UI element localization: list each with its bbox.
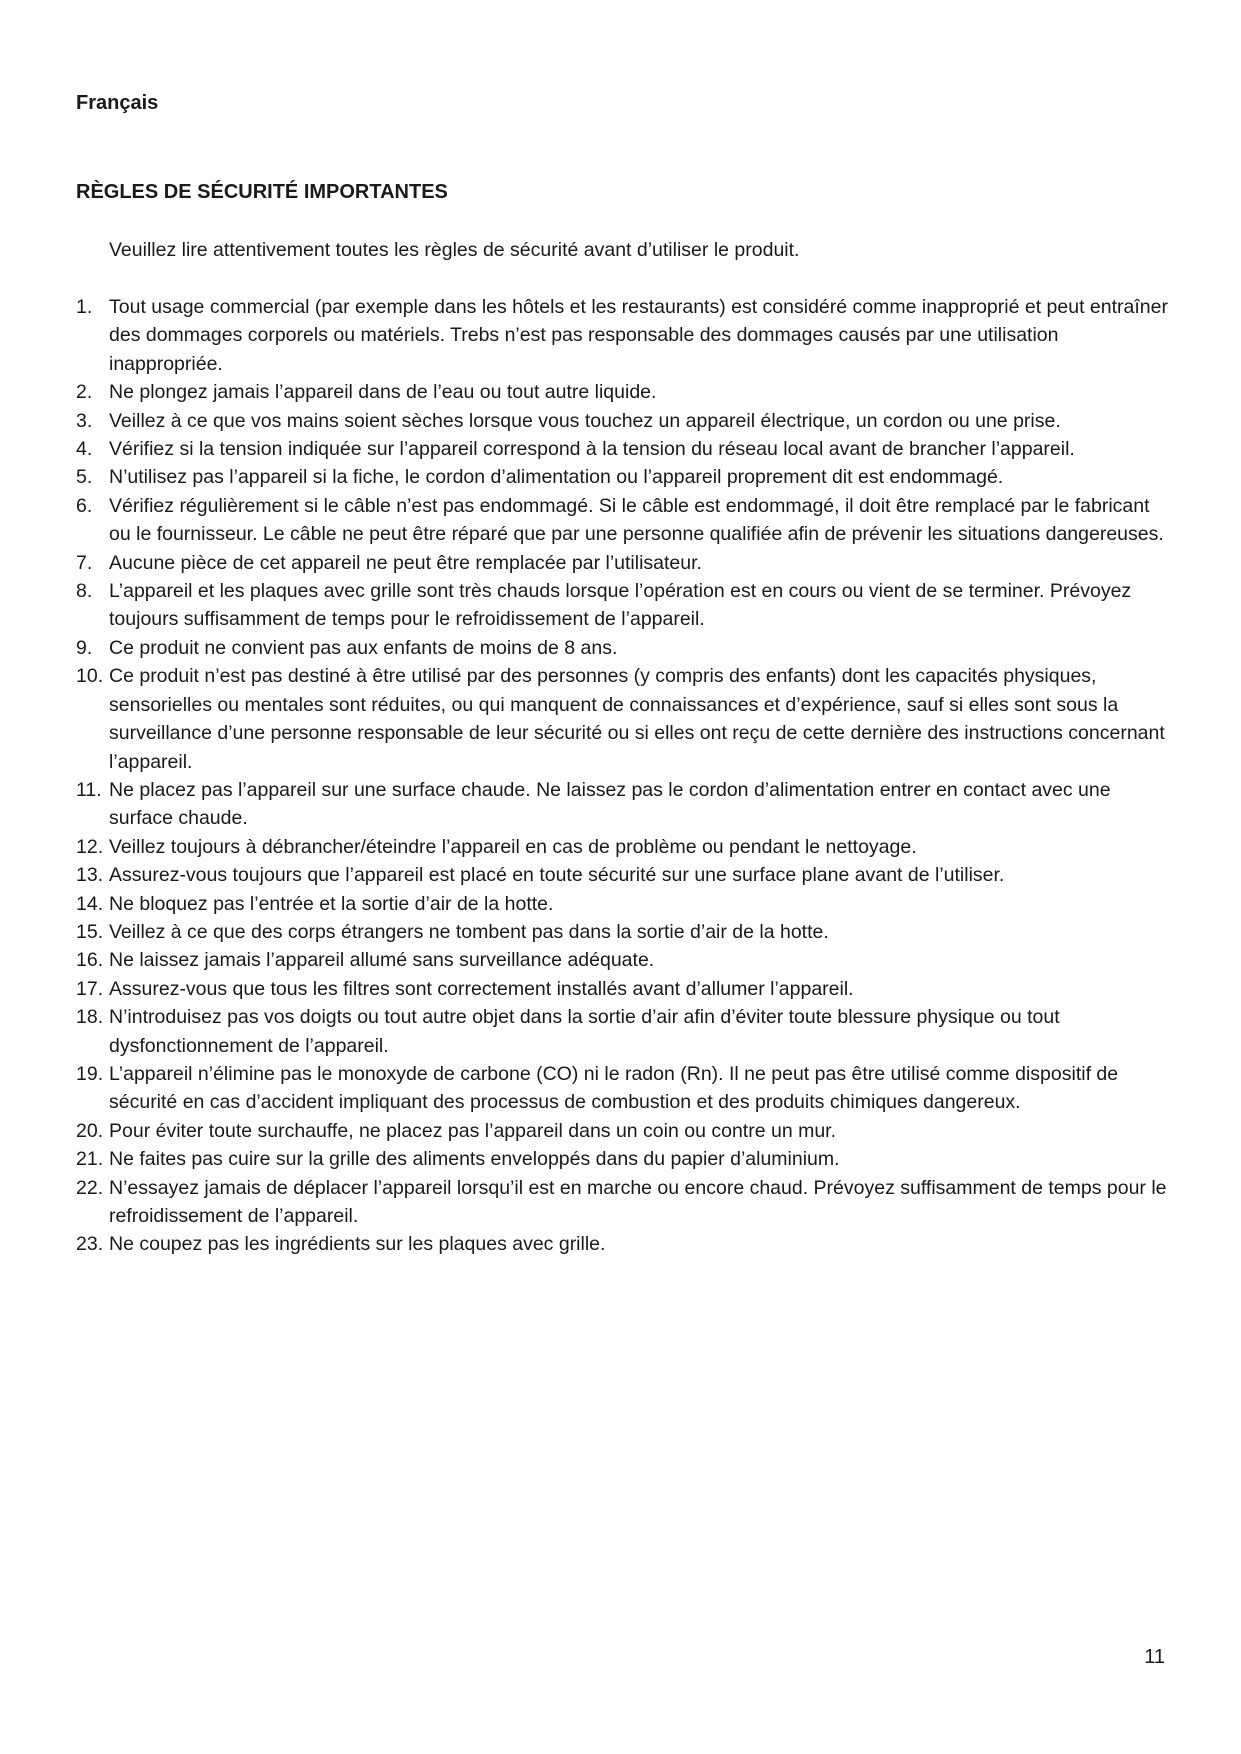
rule-item bbox=[76, 293, 1176, 378]
rule-item bbox=[76, 1003, 1176, 1060]
rule-number: 16. bbox=[76, 949, 104, 972]
rule-item bbox=[76, 975, 1176, 1003]
rule-number: 23. bbox=[76, 1233, 104, 1256]
rule-item bbox=[76, 918, 1176, 946]
rule-number: 3. bbox=[76, 409, 93, 432]
rule-number: 5. bbox=[76, 466, 93, 489]
rule-text: Aucune pièce de cet appareil ne peut être remplacée par l’utilisateur. bbox=[109, 551, 702, 574]
rule-number: 15. bbox=[76, 920, 104, 943]
rule-item bbox=[76, 861, 1176, 889]
rule-text: Vérifiez régulièrement si le câble n’est pas endommagé. Si le câble est endommagé, il doit être remplacé par le fabricant ou le fournisseur. Le câble ne peut être réparé que par une personne qualifiée afin de prévenir les situations dangereuses. bbox=[109, 494, 1164, 546]
rule-item bbox=[76, 1230, 1176, 1258]
rule-text: N’utilisez pas l’appareil si la fiche, le cordon d’alimentation ou l’appareil proprement dit est endommagé. bbox=[109, 466, 1004, 489]
rule-text: Pour éviter toute surchauffe, ne placez pas l’appareil dans un coin ou contre un mur. bbox=[109, 1119, 837, 1142]
intro-paragraph: Veuillez lire attentivement toutes les règles de sécurité avant d’utiliser le produit. bbox=[109, 239, 800, 261]
rule-item bbox=[76, 378, 1176, 406]
rule-text: Veillez à ce que des corps étrangers ne tombent pas dans la sortie d’air de la hotte. bbox=[109, 920, 829, 943]
rule-item bbox=[76, 1145, 1176, 1173]
rule-number: 21. bbox=[76, 1148, 104, 1171]
rule-text: Ne bloquez pas l’entrée et la sortie d’air de la hotte. bbox=[109, 892, 554, 915]
rule-number: 10. bbox=[76, 665, 104, 688]
rule-text: Tout usage commercial (par exemple dans les hôtels et les restaurants) est considéré comme inapproprié et peut entraîner des dommages corporels ou matériels. Trebs n’est pas responsable des dommages causés par une utilisation inappropriée. bbox=[109, 296, 1168, 375]
rule-number: 1. bbox=[76, 296, 93, 318]
language-label: Français bbox=[76, 92, 159, 114]
rule-number: 19. bbox=[76, 1062, 104, 1085]
rule-item bbox=[76, 1174, 1176, 1231]
rule-item bbox=[76, 463, 1176, 491]
rule-text: Assurez-vous que tous les filtres sont correctement installés avant d’allumer l’appareil. bbox=[109, 977, 854, 1000]
rule-text: Vérifiez si la tension indiquée sur l’appareil correspond à la tension du réseau local avant de brancher l’appareil. bbox=[109, 438, 1075, 461]
rule-text: N’essayez jamais de déplacer l’appareil lorsqu’il est en marche ou encore chaud. Prévoyez suffisamment de temps pour le refroidissement de l’appareil. bbox=[109, 1176, 1167, 1227]
rule-item bbox=[76, 549, 1176, 577]
rule-number: 11. bbox=[76, 778, 102, 801]
rule-number: 2. bbox=[76, 381, 93, 404]
section-heading: RÈGLES DE SÉCURITÉ IMPORTANTES bbox=[76, 181, 448, 203]
rule-number: 9. bbox=[76, 636, 93, 659]
rule-item bbox=[76, 833, 1176, 861]
rule-item bbox=[76, 946, 1176, 974]
rule-number: 20. bbox=[76, 1119, 104, 1142]
rule-item bbox=[76, 492, 1176, 549]
rule-item bbox=[76, 1060, 1176, 1117]
rule-number: 17. bbox=[76, 977, 104, 1000]
rule-text: N’introduisez pas vos doigts ou tout autre objet dans la sortie d’air afin d’éviter toute blessure physique ou tout dysfonctionnement de l’appareil. bbox=[109, 1006, 1060, 1057]
rule-text: Veillez à ce que vos mains soient sèches lorsque vous touchez un appareil électrique, un cordon ou une prise. bbox=[109, 409, 1061, 432]
rule-text: L’appareil et les plaques avec grille sont très chauds lorsque l’opération est en cours ou vient de se terminer. Prévoyez toujours suffisamment de temps pour le refroidissement de l’appareil. bbox=[109, 580, 1132, 631]
rule-text: L’appareil n’élimine pas le monoxyde de carbone (CO) ni le radon (Rn). Il ne peut pas être utilisé comme dispositif de sécurité en cas d’accident impliquant des processus de combustion et des produits chimiques dangereux. bbox=[109, 1062, 1119, 1114]
safety-rules-list bbox=[76, 293, 1176, 1259]
rule-text: Veillez toujours à débrancher/éteindre l’appareil en cas de problème ou pendant le nettoyage. bbox=[109, 835, 917, 858]
rule-item bbox=[76, 634, 1176, 662]
rule-text: Ce produit ne convient pas aux enfants de moins de 8 ans. bbox=[109, 636, 618, 659]
rule-text: Assurez-vous toujours que l’appareil est placé en toute sécurité sur une surface plane avant de l’utiliser. bbox=[109, 864, 1005, 887]
rule-item bbox=[76, 890, 1176, 918]
rule-text: Ne faites pas cuire sur la grille des aliments enveloppés dans du papier d’aluminium. bbox=[109, 1148, 840, 1171]
rule-text: Ne laissez jamais l’appareil allumé sans surveillance adéquate. bbox=[109, 949, 655, 972]
rule-number: 22. bbox=[76, 1176, 104, 1199]
page-number: 11 bbox=[1144, 1646, 1165, 1668]
rule-number: 12. bbox=[76, 835, 104, 858]
rule-number: 8. bbox=[76, 580, 93, 603]
rule-item bbox=[76, 776, 1176, 833]
rule-text: Ne coupez pas les ingrédients sur les plaques avec grille. bbox=[109, 1233, 606, 1256]
rule-item bbox=[76, 435, 1176, 463]
rule-item bbox=[76, 662, 1176, 776]
rule-text: Ne plongez jamais l’appareil dans de l’eau ou tout autre liquide. bbox=[109, 381, 657, 404]
rule-text: Ce produit n’est pas destiné à être utilisé par des personnes (y compris des enfants) dont les capacités physiques, sensorielles ou mentales sont réduites, ou qui manquent de connaissances et d’expérience, sauf si elles sont sous la surveillance d’une personne responsable de leur sécurité ou si elles ont reçu de cette dernière des instructions concernant l’appareil. bbox=[109, 665, 1165, 773]
rule-number: 14. bbox=[76, 892, 104, 915]
rule-item bbox=[76, 577, 1176, 634]
rule-text: Ne placez pas l’appareil sur une surface chaude. Ne laissez pas le cordon d’alimentation entrer en contact avec une surface chaude. bbox=[109, 778, 1111, 830]
rule-number: 4. bbox=[76, 438, 93, 461]
rule-number: 18. bbox=[76, 1006, 104, 1029]
rule-number: 7. bbox=[76, 551, 93, 574]
rule-number: 6. bbox=[76, 494, 93, 517]
rule-number: 13. bbox=[76, 864, 104, 887]
rule-item bbox=[76, 407, 1176, 435]
rule-item bbox=[76, 1117, 1176, 1145]
